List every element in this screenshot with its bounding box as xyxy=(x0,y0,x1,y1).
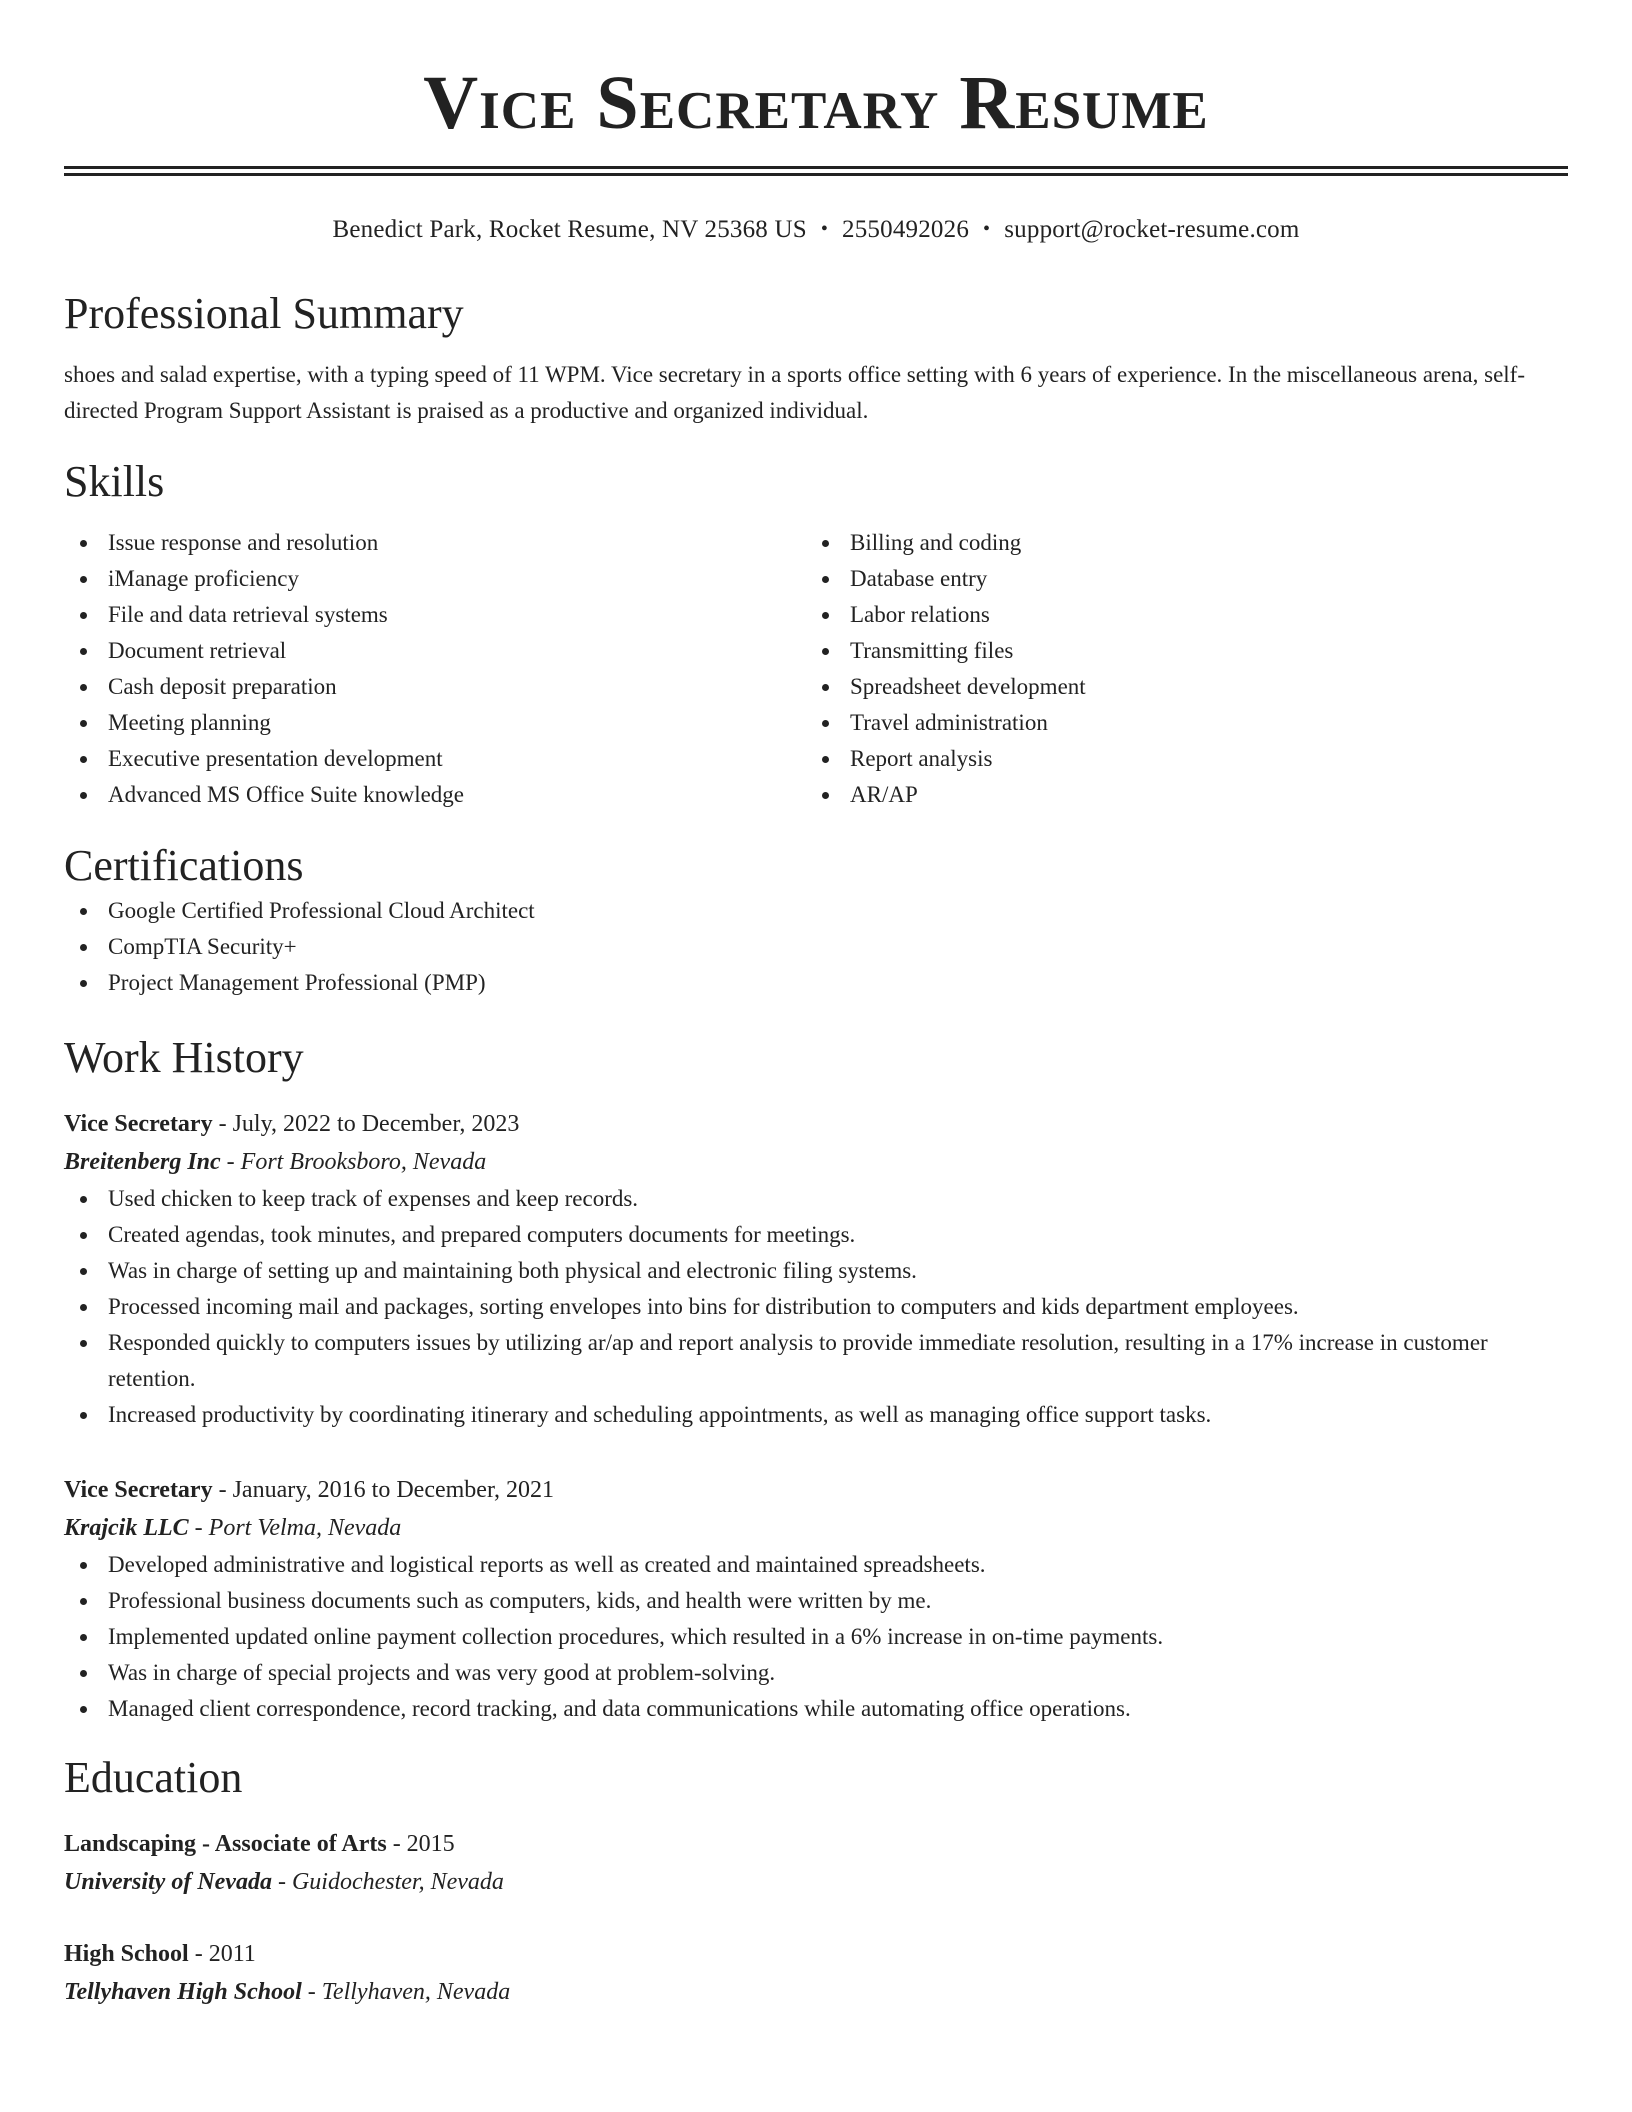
responsibility-text: Managed client correspondence, record tracking, and data communications while automating office operations. xyxy=(108,1696,1131,1721)
bullet-icon xyxy=(822,612,829,619)
bullet-icon xyxy=(822,648,829,655)
bullet-icon xyxy=(822,684,829,691)
skill-item xyxy=(806,633,1548,669)
bullet-icon xyxy=(822,756,829,763)
skill-label: Meeting planning xyxy=(108,710,271,735)
bullet-icon xyxy=(80,1232,87,1239)
bullet-icon xyxy=(80,792,87,799)
certification-item xyxy=(64,929,1568,965)
job-title-line xyxy=(64,1471,1568,1509)
job-title: Vice Secretary xyxy=(64,1477,213,1503)
job-responsibilities xyxy=(64,1547,1568,1727)
bullet-icon xyxy=(80,1598,87,1605)
bullet-icon xyxy=(80,756,87,763)
skill-label: Database entry xyxy=(850,566,988,591)
graduation-year: - 2011 xyxy=(188,1941,256,1967)
skills-column-left xyxy=(64,525,806,813)
summary-heading: Professional Summary xyxy=(64,289,464,338)
skill-item xyxy=(806,705,1548,741)
degree-name: High School xyxy=(64,1941,189,1967)
skill-item xyxy=(806,669,1548,705)
certification-item xyxy=(64,965,1568,1001)
bullet-icon xyxy=(822,720,829,727)
graduation-year: - 2015 xyxy=(386,1831,455,1857)
skill-label: Travel administration xyxy=(850,710,1048,735)
responsibility-text: Created agendas, took minutes, and prepared computers documents for meetings. xyxy=(108,1222,856,1247)
skill-item xyxy=(64,525,806,561)
skills-list-left xyxy=(64,525,806,813)
certification-label: CompTIA Security+ xyxy=(108,934,297,959)
job-dates: - July, 2022 to December, 2023 xyxy=(212,1111,520,1137)
bullet-icon xyxy=(80,540,87,547)
bullet-icon xyxy=(80,612,87,619)
school-line xyxy=(64,1863,1568,1901)
bullet-icon xyxy=(80,1670,87,1677)
education-entry xyxy=(64,1825,1568,1901)
skills-grid xyxy=(64,525,1568,813)
skill-item xyxy=(64,597,806,633)
contact-separator: • xyxy=(820,218,829,240)
skill-item xyxy=(806,597,1548,633)
title-divider xyxy=(64,166,1568,176)
responsibility-item xyxy=(64,1547,1568,1583)
bullet-icon xyxy=(80,944,87,951)
responsibility-text: Was in charge of setting up and maintaining both physical and electronic filing systems. xyxy=(108,1258,917,1283)
job-title-line xyxy=(64,1105,1568,1143)
skill-label: Spreadsheet development xyxy=(850,674,1086,699)
skill-label: Advanced MS Office Suite knowledge xyxy=(108,782,464,807)
responsibility-item xyxy=(64,1619,1568,1655)
skill-label: Report analysis xyxy=(850,746,993,771)
company-location: - Fort Brooksboro, Nevada xyxy=(220,1149,487,1175)
bullet-icon xyxy=(80,1562,87,1569)
contact-line xyxy=(64,212,1568,247)
responsibility-item xyxy=(64,1181,1568,1217)
bullet-icon xyxy=(80,1340,87,1347)
company-location: - Port Velma, Nevada xyxy=(188,1515,402,1541)
bullet-icon xyxy=(80,648,87,655)
responsibility-text: Implemented updated online payment collection procedures, which resulted in a 6% increase in on-time payments. xyxy=(108,1624,1164,1649)
company-name: Breitenberg Inc xyxy=(64,1149,221,1175)
skill-label: File and data retrieval systems xyxy=(108,602,388,627)
responsibility-item xyxy=(64,1289,1568,1325)
responsibility-item xyxy=(64,1655,1568,1691)
skill-item xyxy=(806,777,1548,813)
skill-item xyxy=(64,561,806,597)
responsibility-item xyxy=(64,1583,1568,1619)
bullet-icon xyxy=(822,576,829,583)
responsibility-item xyxy=(64,1325,1568,1397)
skills-column-right xyxy=(806,525,1548,813)
responsibility-text: Was in charge of special projects and was very good at problem-solving. xyxy=(108,1660,776,1685)
contact-address: Benedict Park, Rocket Resume, NV 25368 US xyxy=(332,216,807,243)
responsibility-text: Professional business documents such as computers, kids, and health were written by me. xyxy=(108,1588,932,1613)
certification-item xyxy=(64,893,1568,929)
responsibility-text: Responded quickly to computers issues by utilizing ar/ap and report analysis to provide immediate resolution, resulting in a 17% increase in customer retention. xyxy=(108,1330,1488,1391)
responsibility-text: Used chicken to keep track of expenses and keep records. xyxy=(108,1186,639,1211)
skill-label: Transmitting files xyxy=(850,638,1014,663)
skills-heading: Skills xyxy=(64,457,165,506)
bullet-icon xyxy=(822,792,829,799)
bullet-icon xyxy=(80,684,87,691)
education-heading: Education xyxy=(64,1753,243,1802)
degree-name: Landscaping - Associate of Arts xyxy=(64,1831,387,1857)
responsibility-text: Processed incoming mail and packages, sorting envelopes into bins for distribution to computers and kids department employees. xyxy=(108,1294,1299,1319)
school-location: - Guidochester, Nevada xyxy=(271,1869,504,1895)
skill-item xyxy=(64,633,806,669)
certifications-heading: Certifications xyxy=(64,841,304,890)
responsibility-item xyxy=(64,1691,1568,1727)
contact-phone: 2550492026 xyxy=(842,216,970,243)
education-entry xyxy=(64,1935,1568,2011)
school-name: Tellyhaven High School xyxy=(64,1979,302,2005)
contact-email: support@rocket-resume.com xyxy=(1004,216,1300,243)
job-entry xyxy=(64,1471,1568,1727)
summary-text: shoes and salad expertise, with a typing speed of 11 WPM. Vice secretary in a sports office setting with 6 years of experience. In the miscellaneous arena, self-directed Program Support Assistant is praised as a productive and organized individual. xyxy=(64,362,1526,423)
skill-label: iManage proficiency xyxy=(108,566,299,591)
certification-label: Project Management Professional (PMP) xyxy=(108,970,486,995)
skills-list-right xyxy=(806,525,1548,813)
bullet-icon xyxy=(80,576,87,583)
bullet-icon xyxy=(80,1268,87,1275)
responsibility-item xyxy=(64,1397,1568,1433)
bullet-icon xyxy=(80,1196,87,1203)
skill-item xyxy=(64,741,806,777)
job-responsibilities xyxy=(64,1181,1568,1433)
degree-line xyxy=(64,1825,1568,1863)
skill-label: AR/AP xyxy=(850,782,918,807)
skill-item xyxy=(64,777,806,813)
certifications-list xyxy=(64,893,1568,1001)
bullet-icon xyxy=(80,908,87,915)
work-history-heading: Work History xyxy=(64,1033,304,1082)
job-entry xyxy=(64,1105,1568,1433)
skill-item xyxy=(64,705,806,741)
school-name: University of Nevada xyxy=(64,1869,272,1895)
skill-item xyxy=(806,561,1548,597)
degree-line xyxy=(64,1935,1568,1973)
skill-label: Labor relations xyxy=(850,602,990,627)
skill-label: Cash deposit preparation xyxy=(108,674,337,699)
job-dates: - January, 2016 to December, 2021 xyxy=(212,1477,554,1503)
job-title: Vice Secretary xyxy=(64,1111,213,1137)
company-name: Krajcik LLC xyxy=(64,1515,189,1541)
school-line xyxy=(64,1973,1568,2011)
skill-label: Document retrieval xyxy=(108,638,287,663)
skill-label: Billing and coding xyxy=(850,530,1022,555)
skill-item xyxy=(806,525,1548,561)
bullet-icon xyxy=(80,1412,87,1419)
skill-item xyxy=(64,669,806,705)
responsibility-item xyxy=(64,1253,1568,1289)
responsibility-item xyxy=(64,1217,1568,1253)
skill-item xyxy=(806,741,1548,777)
bullet-icon xyxy=(80,720,87,727)
contact-separator: • xyxy=(983,218,991,240)
bullet-icon xyxy=(80,980,87,987)
company-line xyxy=(64,1143,1568,1181)
responsibility-text: Developed administrative and logistical reports as well as created and maintained spreadsheets. xyxy=(108,1552,986,1577)
certification-label: Google Certified Professional Cloud Architect xyxy=(108,898,535,923)
skill-label: Issue response and resolution xyxy=(108,530,379,555)
bullet-icon xyxy=(80,1634,87,1641)
bullet-icon xyxy=(80,1706,87,1713)
company-line xyxy=(64,1509,1568,1547)
school-location: - Tellyhaven, Nevada xyxy=(301,1979,511,2005)
resume-title: Vice Secretary Resume xyxy=(423,61,1209,145)
bullet-icon xyxy=(822,540,829,547)
skill-label: Executive presentation development xyxy=(108,746,443,771)
responsibility-text: Increased productivity by coordinating itinerary and scheduling appointments, as well as managing office support tasks. xyxy=(108,1402,1212,1427)
bullet-icon xyxy=(80,1304,87,1311)
